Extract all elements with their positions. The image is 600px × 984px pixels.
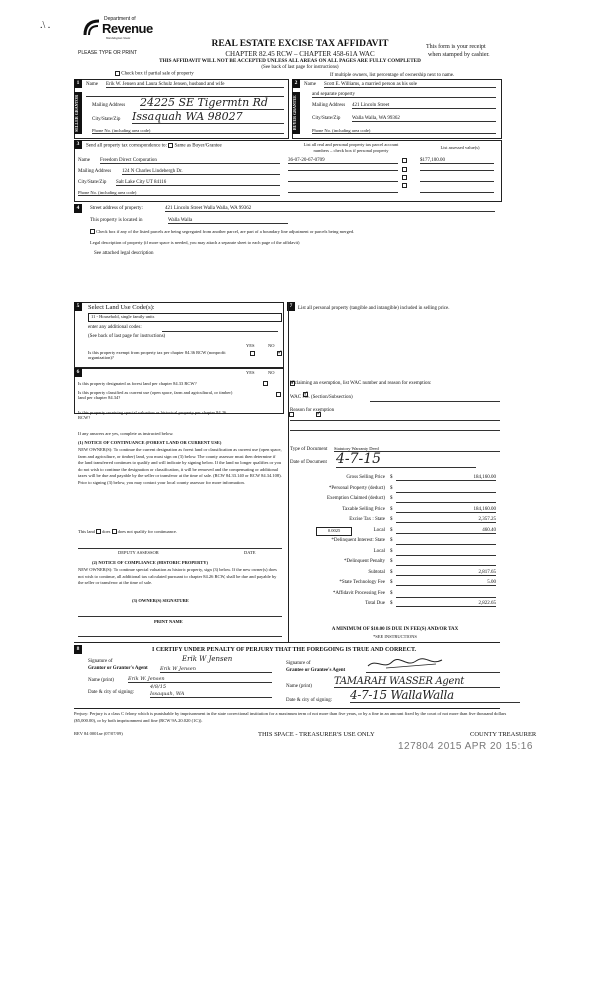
tax-row-label: Excise Tax : State <box>349 517 385 522</box>
parcel-personal-checkbox[interactable] <box>402 167 407 172</box>
section-2-number: 2 <box>292 79 300 88</box>
tax-row-value[interactable]: 2,822.65 <box>396 601 496 607</box>
seller-address[interactable]: 24225 SE Tigermtn Rd <box>140 96 284 110</box>
tax-row <box>286 559 500 570</box>
tax-dollar: $ <box>390 538 393 543</box>
seller-phone-label: Phone No. (including area code) <box>92 128 284 134</box>
tax-row-value[interactable]: 2,817.65 <box>396 570 496 576</box>
seller-city[interactable]: Issaquah WA 98027 <box>132 110 284 124</box>
parcel-line <box>288 181 398 182</box>
tax-row-value[interactable]: 5.00 <box>396 580 496 586</box>
exempt-question: Is this property exempt from property tax per chapter 84.36 RCW (nonprofit organization)? <box>88 350 226 360</box>
assessed-header: List assessed value(s) <box>440 145 480 150</box>
tax-dollar: $ <box>390 601 393 606</box>
treasurer-stamp: 127804 2015 APR 20 15:16 <box>398 741 533 752</box>
section-4-number: 4 <box>74 204 82 213</box>
tax-row <box>286 570 500 581</box>
tax-row <box>286 549 500 560</box>
grantee-print-label: Name (print) <box>286 684 312 689</box>
buyer-name[interactable]: Scott E. Williams, a married person as his sole <box>324 82 496 88</box>
continuance-row <box>78 529 177 534</box>
seller-address-label: Mailing Address <box>92 103 126 108</box>
section-7-number: 7 <box>287 302 295 311</box>
buyer-address-label: Mailing Address <box>312 103 346 108</box>
dept-line3: Washington State <box>106 36 131 40</box>
notice2-text: NEW OWNER(S): To continue special valuation as historic property, sign (3) below. If the new owner(s) does not wish to continue, all additional tax calculated pursuant to chapter 84.26 RCW, shall be due and payable by the seller or transferor at the time of sale. <box>78 567 277 586</box>
partial-sale-label: Check box if partial sale of property <box>121 71 194 77</box>
minimum-note: A MINIMUM OF $10.00 IS DUE IN FEE(S) AND/OR TAX <box>331 627 459 632</box>
tax-row-value[interactable] <box>396 538 496 545</box>
grantor-print-label: Name (print) <box>88 678 114 683</box>
tax-row-label: Subtotal <box>368 569 385 575</box>
deputy-line <box>78 548 282 549</box>
parcel-personal-checkbox[interactable] <box>402 158 407 163</box>
tax-row-label: *Personal Property (deduct) <box>328 485 385 491</box>
tax-row-label: *State Technology Fee <box>339 580 385 585</box>
reason-line[interactable] <box>290 430 500 431</box>
grantee-date-label: Date & city of signing: <box>286 698 333 703</box>
tax-dollar: $ <box>390 559 393 564</box>
segregated-checkbox[interactable] <box>90 229 95 234</box>
does-not-checkbox[interactable] <box>112 529 117 534</box>
grantor-city[interactable]: Issaquah, WA <box>150 691 272 698</box>
see-back: (See back of last page for instructions) <box>261 65 339 70</box>
corr-address[interactable]: 124 N Charles Lindebergh Dr. <box>122 169 280 175</box>
buyer-phone-label: Phone No. (including area code) <box>312 128 496 134</box>
legal-label: Legal description of property (if more space is needed, you may attach a separate sheet to each page of the affidavit) <box>90 240 300 245</box>
notice1-title: (1) NOTICE OF CONTINUANCE (FOREST LAND OR CURRENT USE) <box>78 440 222 445</box>
section-3-number: 3 <box>74 140 82 149</box>
form-warning: THIS AFFIDAVIT WILL NOT BE ACCEPTED UNLESS ALL AREAS ON ALL PAGES ARE FULLY COMPLETED <box>159 58 421 64</box>
grantor-date-label: Date & city of signing: <box>88 690 135 695</box>
section-1-number: 1 <box>74 79 82 88</box>
seller-tab: SELLER GRANTOR <box>74 92 82 134</box>
tax-row-value[interactable]: 184,160.00 <box>396 475 496 481</box>
parcel-line <box>288 170 398 171</box>
does-checkbox[interactable] <box>96 529 101 534</box>
corr-name[interactable]: Freedom Direct Corporation <box>100 158 280 164</box>
grantee-sig-line <box>366 672 500 673</box>
tax-table <box>286 475 500 612</box>
tax-row <box>286 528 500 539</box>
reason-line[interactable] <box>290 420 500 421</box>
this-land-label: This land <box>78 529 95 534</box>
notice2-title: (2) NOTICE OF COMPLIANCE (HISTORIC PROPERTY) <box>92 560 208 565</box>
grantor-sig-label-1: Signature of <box>88 659 113 664</box>
tax-row-value[interactable]: 460.40 <box>396 528 496 534</box>
parcel-line <box>288 192 398 193</box>
tax-row-label: Taxable Selling Price <box>342 506 385 512</box>
tax-row <box>286 538 500 549</box>
doc-date[interactable]: 4-7-15 <box>336 451 476 468</box>
county-treasurer: COUNTY TREASURER <box>470 731 537 738</box>
tax-dollar: $ <box>390 569 393 575</box>
tax-row <box>286 507 500 518</box>
owner-sig-line[interactable] <box>78 616 282 617</box>
buyer-city-label: City/State/Zip <box>312 116 341 121</box>
tax-dollar: $ <box>390 580 393 585</box>
additional-codes-label: enter any additional codes: <box>88 325 142 330</box>
tax-row-label: Total Due <box>365 601 385 606</box>
tax-dollar: $ <box>390 496 393 501</box>
tax-row <box>286 486 500 497</box>
buyer-tab: BUYER GRANTEE <box>292 92 300 134</box>
if-yes-note: If any answers are yes, complete as instructed below. <box>78 431 174 436</box>
send-correspondence-label: Send all property tax correspondence to: <box>86 143 167 149</box>
assessed-line <box>420 192 494 193</box>
local-rate[interactable]: 0.0025 <box>316 527 352 536</box>
parcel-number[interactable]: 36-07-20-67-0709 <box>288 158 398 164</box>
grantee-signature[interactable] <box>366 656 446 672</box>
perjury-notice: Perjury: Perjury is a class C felony which is punishable by imprisonment in the state correctional institution for a maximum term of not more than five years, or by a fine in an amount fixed by the court of not more than five thousand dollars ($5,000.00), or by both imprisonment and fine (RCW 9A.20.020 (1C)). <box>74 711 507 723</box>
historic-question: Is this property receiving special valuation as historical property per chapter 84.26 RCW? <box>78 410 227 420</box>
tax-row <box>286 475 500 486</box>
tax-dollar: $ <box>390 527 393 533</box>
doc-type-label: Type of Document <box>290 447 328 452</box>
grantee-date-city[interactable]: 4-7-15 WallaWalla <box>350 688 520 703</box>
list-personal-label: List all personal property (tangible and intangible) included in selling price. <box>298 306 450 311</box>
forest-question: Is this property designated as forest land per chapter 84.33 RCW? <box>78 381 197 386</box>
seller-name[interactable]: Erik W. Jensen and Laura Schulz Jensen, husband and wife <box>106 82 284 88</box>
same-as-buyer-label: Same as Buyer/Grantee <box>174 143 222 149</box>
tax-row-label: *Affidavit Processing Fee <box>332 590 385 596</box>
tax-row-value[interactable]: 2,357.25 <box>396 517 496 523</box>
seller-city-label: City/State/Zip <box>92 117 121 122</box>
see-instructions: *SEE INSTRUCTIONS <box>373 634 417 639</box>
parcel-header-2: numbers – check box if personal property <box>313 148 389 153</box>
wac-input[interactable] <box>370 395 500 402</box>
deputy-label: DEPUTY ASSESSOR <box>118 550 159 555</box>
tax-row-label: *Delinquent Interest: State <box>331 538 385 543</box>
dept-line1: Department of <box>104 16 136 22</box>
corr-phone-label: Phone No. (including area code) <box>78 190 280 196</box>
dor-logo-icon <box>82 18 102 38</box>
grantor-date[interactable]: 4/8/15 <box>150 684 167 690</box>
s5-no: NO <box>268 343 275 348</box>
form-chapter: CHAPTER 82.45 RCW – CHAPTER 458-61A WAC <box>225 50 375 58</box>
located-county[interactable]: Walla Walla <box>168 218 288 224</box>
exempt-yes-checkbox[interactable] <box>250 351 255 356</box>
corr-address-label: Mailing Address <box>78 169 112 174</box>
receipt-line2: when stamped by cashier. <box>428 52 490 58</box>
doc-date-label: Date of Document <box>290 460 327 465</box>
buyer-address[interactable]: 421 Lincoln Street <box>352 103 496 109</box>
print-name-label: PRINT NAME <box>154 619 183 624</box>
send-correspondence-row <box>86 143 222 149</box>
buyer-city[interactable]: Walla Walla, WA 99362 <box>352 116 496 122</box>
tax-row-value[interactable]: 184,160.00 <box>396 507 496 513</box>
s6-yes: YES <box>246 370 255 375</box>
tax-row-value[interactable] <box>396 486 496 493</box>
section-8-number: 8 <box>74 645 82 654</box>
tax-row <box>286 580 500 591</box>
additional-codes-input[interactable] <box>162 325 278 332</box>
please-type: PLEASE TYPE OR PRINT <box>78 50 138 56</box>
tax-row <box>286 601 500 612</box>
tax-row-label: Gross Selling Price <box>346 475 385 480</box>
legal-value[interactable]: See attached legal description <box>94 251 154 256</box>
grantee-sig-label-2: Grantee or Grantee's Agent <box>286 668 346 673</box>
tax-dollar: $ <box>390 506 393 512</box>
grantor-signature[interactable]: Erik W Jensen <box>182 655 233 663</box>
tax-dollar: $ <box>390 517 393 522</box>
partial-sale-row <box>115 71 194 77</box>
stray-mark: .\ . <box>40 20 51 31</box>
partial-sale-checkbox[interactable] <box>115 71 120 76</box>
tax-dollar: $ <box>390 485 393 491</box>
parcel-personal-checkbox[interactable] <box>402 175 407 180</box>
corr-city-label: City/State/Zip <box>78 180 107 185</box>
street-address[interactable]: 421 Lincoln Street Walla Walla, WA 99362 <box>165 206 495 212</box>
grantee-sig-label-1: Signature of <box>286 661 311 666</box>
parcel-header-1: List all real and personal property tax parcel account <box>303 142 399 147</box>
certify-statement: I CERTIFY UNDER PENALTY OF PERJURY THAT THE FOREGOING IS TRUE AND CORRECT. <box>152 647 417 653</box>
section-8-bottom-rule <box>74 708 500 709</box>
segregated-row <box>90 229 500 234</box>
s6-no: NO <box>268 370 275 375</box>
segregated-label: Check box if any of the listed parcels are being segregated from another parcel, are part of a boundary line adjustment or parcels being merged. <box>96 229 355 234</box>
tax-row-label: Local <box>373 548 385 554</box>
treasurer-use: THIS SPACE - TREASURER'S USE ONLY <box>258 731 375 738</box>
land-use-code[interactable]: 11 - Household, single family units <box>88 313 282 322</box>
grantor-print-name[interactable]: Erik W. Jensen <box>128 676 272 683</box>
doc-type[interactable]: Statutory Warranty Deed <box>334 446 500 452</box>
s5-yes: YES <box>246 343 255 348</box>
s5-see-back: (See back of last page for instructions) <box>88 334 166 339</box>
land-use-label: Select Land Use Code(s): <box>88 304 155 311</box>
seller-name-label: Name <box>86 82 98 87</box>
tax-row-label: Exemption Claimed (deduct) <box>326 496 385 501</box>
tax-dollar: $ <box>390 475 393 480</box>
does-not-label: does not <box>117 529 133 534</box>
section-6-number: 6 <box>74 368 82 377</box>
receipt-line1: This form is your receipt <box>426 44 486 50</box>
tax-row-value[interactable] <box>396 559 496 566</box>
corr-city[interactable]: Salt Lake City UT 84116 <box>116 180 280 186</box>
forest-yes-checkbox[interactable] <box>263 381 268 386</box>
tax-row <box>286 496 500 507</box>
dept-line2: Revenue <box>102 21 153 36</box>
located-label: This property is located in <box>90 218 143 223</box>
does-label: does <box>102 529 111 534</box>
current-use-yes-checkbox[interactable] <box>276 392 281 397</box>
corr-name-label: Name <box>78 158 90 163</box>
grantee-print-name[interactable]: TAMARAH WASSER Agent <box>334 676 500 688</box>
tax-row <box>286 591 500 602</box>
reason-label: Reason for exemption <box>290 408 335 413</box>
rev-number: REV 84 0001ae (07/07/09) <box>74 731 123 736</box>
owner-sig-label: (3) OWNER(S) SIGNATURE <box>132 598 189 603</box>
print-name-line[interactable] <box>78 636 282 637</box>
tax-dollar: $ <box>390 590 393 596</box>
buyer-name-label: Name <box>304 82 316 87</box>
qualify-label: qualify for continuance. <box>133 529 177 534</box>
assessed-line <box>420 170 494 171</box>
wac-label: WAC No. (Section/Subsection) <box>290 395 353 400</box>
exemption-claim-label: If claiming an exemption, list WAC number and reason for exemption: <box>290 381 432 386</box>
grantor-agent-name[interactable]: Erik W Jensen <box>160 666 196 672</box>
current-use-question: Is this property classified as current use (open space, farm and agricultural, or timber) land per chapter 84.34? <box>78 390 233 400</box>
notice1-text: NEW OWNER(S): To continue the current designation as forest land or classification as current use (open space, farm and agriculture, or timber) land, you must sign on (3) below. The county assessor must then determine if the land transferred continues to qualify and will indicate by signing below. If the land no longer qualifies or you do not wish to continue the designation or classification, it will be removed and the compensating or additional taxes will be due and payable by the seller or transferor at the time of sale. (RCW 84.33.140 or RCW 84.34.108). Prior to signing (3) below, you may contact your local county assessor for more information. <box>78 447 282 485</box>
section-8-top-rule <box>74 642 500 643</box>
date-label: DATE <box>244 550 256 555</box>
tax-row-label: Local <box>373 527 385 533</box>
grantor-sig-label-2: Grantor or Grantor's Agent <box>88 666 148 671</box>
street-label: Street address of property: <box>90 206 143 211</box>
tax-row-value[interactable] <box>396 549 496 556</box>
parcel-personal-checkbox[interactable] <box>402 183 407 188</box>
tax-row-value[interactable] <box>396 591 496 598</box>
section-5-number: 5 <box>74 302 82 311</box>
tax-row-value[interactable] <box>396 496 496 503</box>
assessed-line <box>420 181 494 182</box>
tax-dollar: $ <box>390 548 393 554</box>
assessed-value[interactable]: $177,100.00 <box>420 158 494 164</box>
grantor-sig-line <box>160 672 272 673</box>
dor-logo <box>82 14 152 48</box>
tax-row-label: *Delinquent Penalty <box>344 559 385 564</box>
exempt-no-checkbox[interactable] <box>277 351 282 356</box>
form-title: REAL ESTATE EXCISE TAX AFFIDAVIT <box>211 39 389 49</box>
parcel-personal-checkboxes <box>402 158 407 188</box>
multiple-owners-note: If multiple owners, list percentage of ownership next to name. <box>330 73 455 78</box>
same-as-buyer-checkbox[interactable] <box>168 143 173 148</box>
buyer-name-2[interactable]: and separate property <box>312 92 496 98</box>
